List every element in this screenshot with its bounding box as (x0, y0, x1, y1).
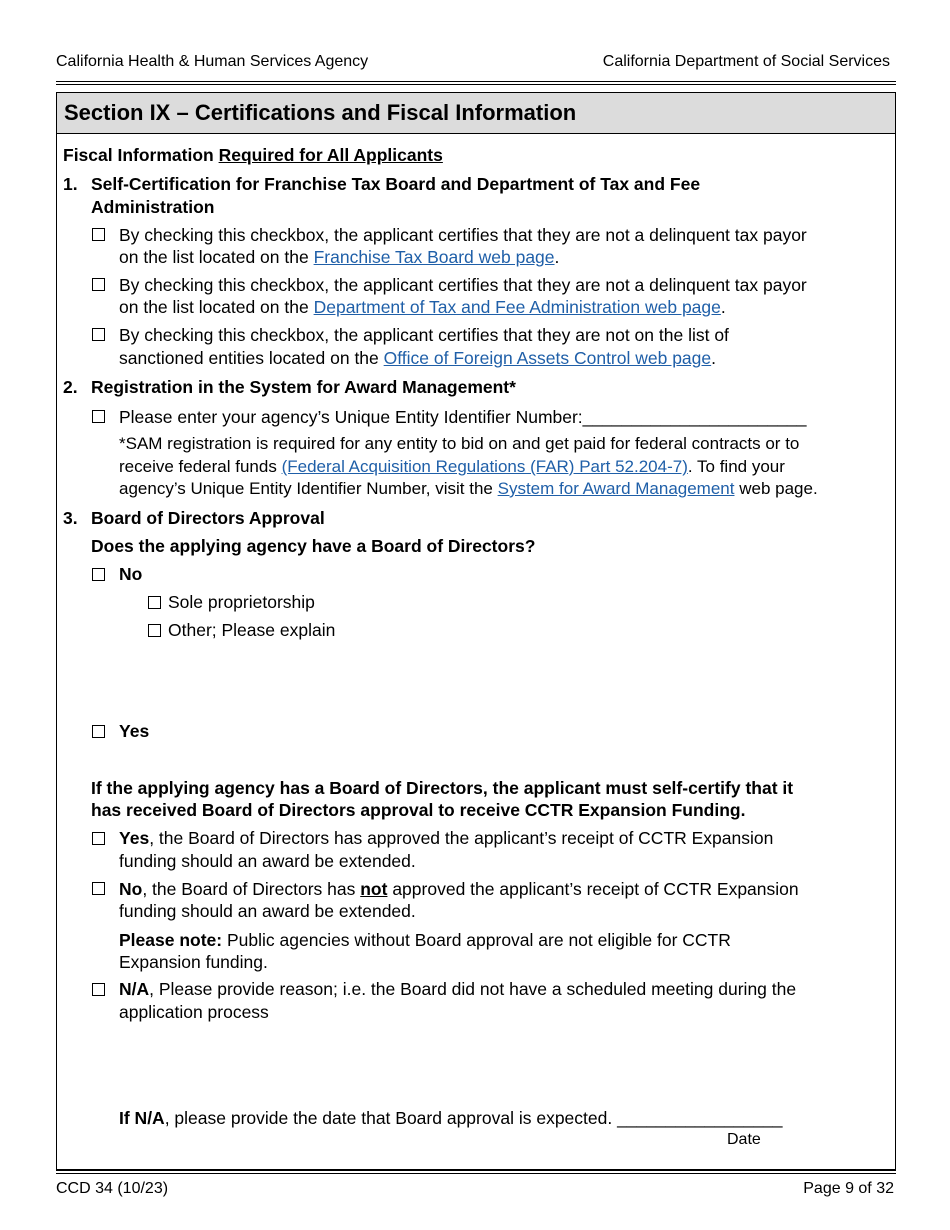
sam-link[interactable]: System for Award Management (497, 479, 735, 498)
ftb-checkbox[interactable] (92, 228, 105, 241)
ftb-text-line1: By checking this checkbox, the applicant certifies that they are not a delinquent tax payor (119, 225, 807, 245)
ifna-date-line[interactable] (119, 1107, 783, 1129)
sam-note3-suffix: web page. (739, 479, 818, 498)
page-number: Page 9 of 32 (803, 1180, 894, 1197)
na-text: , Please provide reason; i.e. the Board did not have a scheduled meeting during the (149, 979, 797, 999)
please-note-text: Public agencies without Board approval are not eligible for CCTR (226, 930, 731, 950)
na-bold: N/A (119, 979, 150, 999)
approved-no-rest: approved the applicant’s receipt of CCTR Expansion (392, 879, 799, 899)
cdtfa-text-prefix: on the list located on the (119, 297, 309, 317)
please-note-bold: Please note: (119, 930, 223, 950)
header-agency: California Health & Human Services Agency (56, 53, 369, 70)
board-question: Does the applying agency have a Board of Directors? (91, 536, 536, 556)
approved-no-not: not (360, 879, 388, 899)
other-label: Other; Please explain (168, 620, 336, 640)
ofac-link[interactable]: Office of Foreign Assets Control web page (383, 348, 712, 368)
header-department: California Department of Social Services (602, 53, 890, 70)
board-no-label: No (119, 564, 143, 584)
ofac-text-line2 (119, 347, 716, 369)
date-label: Date (727, 1131, 761, 1148)
approved-yes-bold: Yes (119, 828, 150, 848)
ftb-text-line2 (119, 246, 559, 268)
fiscal-info-heading (63, 144, 443, 166)
sole-proprietorship-checkbox[interactable] (148, 596, 161, 609)
board-yes-checkbox[interactable] (92, 725, 105, 738)
sam-note-line3 (119, 478, 818, 500)
header-divider-2 (56, 84, 896, 85)
cdtfa-period: . (720, 297, 726, 317)
section-title: Section IX – Certifications and Fiscal Information (64, 100, 577, 125)
item3-number: 3. (63, 508, 78, 528)
please-note-line1 (119, 929, 731, 951)
item3-title: Board of Directors Approval (91, 508, 325, 528)
cdtfa-checkbox[interactable] (92, 278, 105, 291)
approved-no-line2: funding should an award be extended. (119, 901, 416, 921)
ifna-bold: If N/A (119, 1108, 165, 1128)
far-link[interactable]: (Federal Acquisition Regulations (FAR) Part 52.204-7) (281, 457, 688, 476)
na-line2: application process (119, 1002, 269, 1022)
item2-title: Registration in the System for Award Management* (91, 377, 516, 397)
cdtfa-link[interactable]: Department of Tax and Fee Administration web page (313, 297, 721, 317)
approved-yes-line2: funding should an award be extended. (119, 851, 416, 871)
sam-note-line1: *SAM registration is required for any entity to bid on and get paid for federal contracts or to (119, 434, 800, 453)
ifna-text: , please provide the date that Board approval is expected. _________________ (164, 1108, 783, 1128)
item1-title-line2: Administration (91, 197, 215, 217)
ftb-link[interactable]: Franchise Tax Board web page (313, 247, 555, 267)
item1-title-line1: Self-Certification for Franchise Tax Board and Department of Tax and Fee (91, 174, 701, 194)
other-checkbox[interactable] (148, 624, 161, 637)
form-number: CCD 34 (10/23) (56, 1180, 169, 1197)
approved-no-line1 (119, 878, 799, 900)
sam-note3-prefix: agency’s Unique Entity Identifier Number, visit the (119, 479, 493, 498)
approved-no-bold: No (119, 879, 143, 899)
ofac-checkbox[interactable] (92, 328, 105, 341)
footer-divider-2 (56, 1173, 896, 1174)
uei-checkbox[interactable] (92, 410, 105, 423)
item2-number: 2. (63, 377, 78, 397)
sam-note-prefix: receive federal funds (119, 457, 277, 476)
ofac-text-prefix: sanctioned entities located on the (119, 348, 379, 368)
item1-number: 1. (63, 174, 78, 194)
sole-proprietorship-label: Sole proprietorship (168, 592, 315, 612)
board-no-checkbox[interactable] (92, 568, 105, 581)
self-certify-line2: has received Board of Directors approval to receive CCTR Expansion Funding. (91, 800, 746, 820)
fiscal-info-label: Fiscal Information (63, 145, 214, 165)
approved-no-checkbox[interactable] (92, 882, 105, 895)
approved-no-mid: , the Board of Directors has (142, 879, 356, 899)
uei-prompt[interactable]: Please enter your agency’s Unique Entity Identifier Number:_______________________ (119, 407, 807, 427)
self-certify-line1: If the applying agency has a Board of Directors, the applicant must self-certify that it (91, 778, 794, 798)
approved-yes-text: , the Board of Directors has approved the applicant’s receipt of CCTR Expansion (149, 828, 774, 848)
footer-divider (56, 1170, 896, 1171)
board-yes-label: Yes (119, 721, 150, 741)
ftb-period: . (554, 247, 560, 267)
na-checkbox[interactable] (92, 983, 105, 996)
sam-note-suffix: . To find your (687, 457, 785, 476)
approved-yes-line1 (119, 827, 773, 849)
fiscal-info-required: Required for All Applicants (218, 145, 443, 165)
ofac-text-line1: By checking this checkbox, the applicant certifies that they are not on the list of (119, 325, 729, 345)
approved-yes-checkbox[interactable] (92, 832, 105, 845)
please-note-line2: Expansion funding. (119, 952, 268, 972)
header-divider (56, 81, 896, 82)
ofac-period: . (711, 348, 717, 368)
cdtfa-text-line1: By checking this checkbox, the applicant certifies that they are not a delinquent tax payor (119, 275, 807, 295)
ftb-text-prefix: on the list located on the (119, 247, 309, 267)
cdtfa-text-line2 (119, 296, 726, 318)
na-line1 (119, 978, 796, 1000)
sam-note-line2 (119, 456, 785, 478)
